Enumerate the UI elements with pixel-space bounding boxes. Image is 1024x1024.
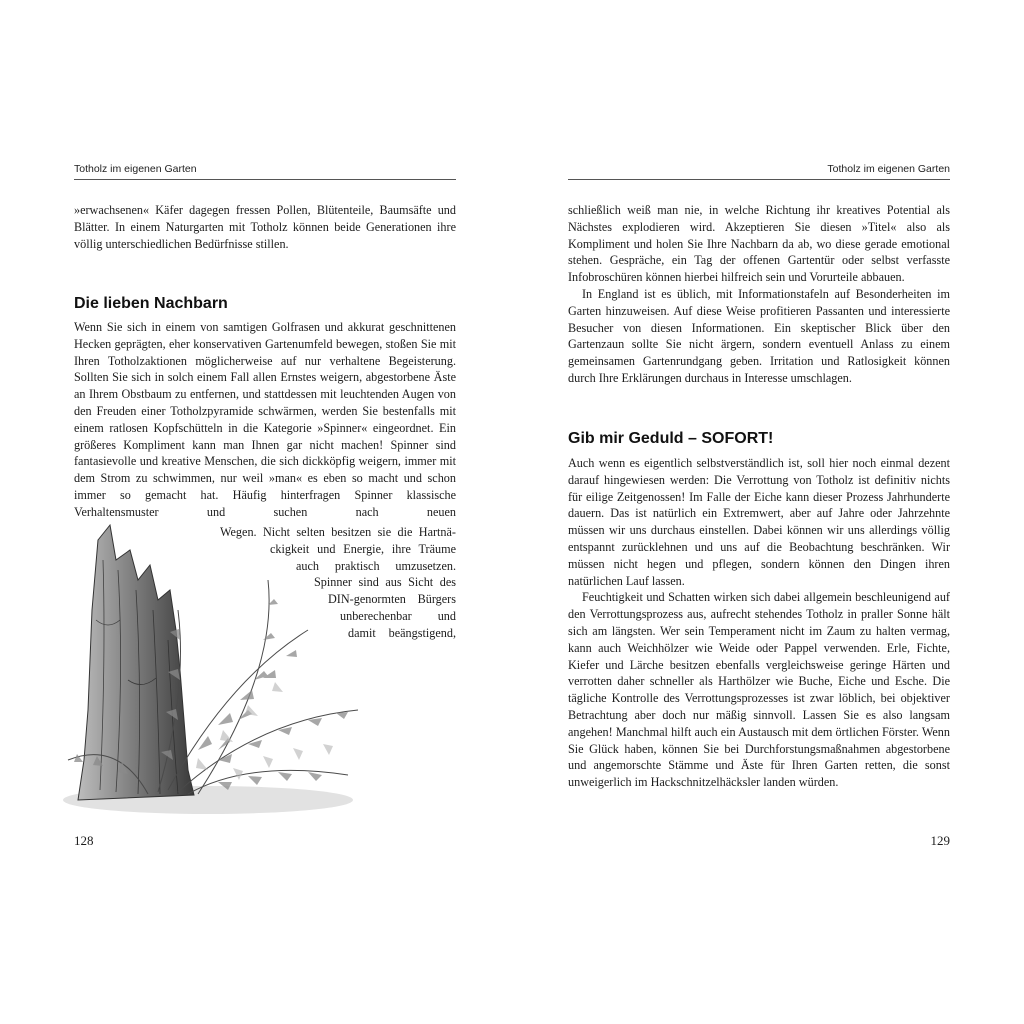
wrap-line: Spinner sind aus Sicht des <box>314 575 456 590</box>
body-text <box>74 319 456 521</box>
running-head: Totholz im eigenen Garten <box>74 163 456 180</box>
page-number: 129 <box>930 833 950 848</box>
page-number: 128 <box>74 833 94 848</box>
section-heading: Die lieben Nachbarn <box>74 295 228 312</box>
body-paragraph: Wenn Sie sich in einem von samtigen Golfrasen und akkurat geschnittenen Hecken geprägten, eher konservativen Gartenumfeld bewegen, stoßen Sie mit Ihren Totholzaktionen möglicherweise auf nur verhaltene Begeisterung. Sollten Sie sich in solch einem Fall allen Ernstes weigern, abgestorbene Äste an Ihrem Obstbaum zu entfernen, und stattdessen mit leuchtenden Augen von den Freuden einer Totholzpyramide schwärmen, werden Sie bestenfalls mit einem ratlosen Kopfschütteln in die Kategorie »Spinner« eingeordnet. Ein größeres Kompliment kann man Ihnen gar nicht machen! Spinner sind fantasievolle und kreative Menschen, die sich dickköpfig weigern, immer mit dem Strom zu schwimmen, nur weil »man« es eben so macht und schon immer so gemacht hat. Häufig hinterfragen Spinner klassische Verhaltensmuster und suchen nach neuen <box>74 320 456 519</box>
wrap-line: unberechenbar und <box>340 608 456 623</box>
paragraph: schließlich weiß man nie, in welche Richtung ihr kreatives Potential als Nächstes explodieren wird. Akzeptieren Sie diesen »Titel« also als Kompliment und holen Sie Ihre Nachbarn da ab, wo diese gerade emotional stehen. Gespräche, ein Tag der offenen Gartentür oder selbst verfasste Infobroschüren können hierbei hilfreich sein und Vorurteile abbauen. <box>568 203 950 285</box>
paragraph: In England ist es üblich, mit Informationstafeln auf Besonderheiten im Garten hinzuweisen. Auf diese Weise profitieren Passanten und interessierte Besucher von diesen Informationen. Ein skeptischer Blick über den Gartenzaun sollte Sie nicht ärgern, sondern eventuell Anlass zu einem gemeinsamen Gartenrundgang geben. Irritation und Ratlosigkeit können durch Ihre Erklärungen durchaus in Interesse umschlagen. <box>568 286 950 385</box>
intro-text <box>74 202 456 252</box>
right-text-bottom <box>568 455 950 791</box>
wrap-line: DIN-genormten Bürgers <box>328 592 456 607</box>
stump-shape <box>78 525 194 800</box>
right-page <box>568 0 950 1024</box>
intro-paragraph: »erwachsenen« Käfer dagegen fressen Pollen, Blütenteile, Baumsäfte und Blätter. In einem Naturgarten mit Totholz können beide Generationen ihre völlig unterschiedlichen Bedürfnisse stillen. <box>74 203 456 251</box>
right-text-top <box>568 202 950 387</box>
section-heading: Gib mir Geduld – SOFORT! <box>568 430 774 447</box>
tree-stump-fern-illustration <box>58 520 368 820</box>
wrap-line: damit beängstigend, <box>348 625 456 640</box>
paragraph: Feuchtigkeit und Schatten wirken sich dabei allgemein beschleunigend auf den Verrottungsprozess aus, aufrecht stehendes Totholz in praller Sonne hält sich am längsten. Wer sein Temperament nicht im Zaum zu halten vermag, kann auch Weichhölzer wie Weide oder Pappel verwenden. Erle, Fichte, Kiefer und Lärche besitzen ebenfalls vergleichsweise geringe Härten und verrotten daher schneller als Harthölzer wie Buche, Eiche und Esche. Die tägliche Kontrolle des Verrottungsprozesses ist zwar löblich, bei objektiver Betrachtung aber doch nur mäßig sinnvoll. Lassen Sie es also langsam angehen! Manchmal hilft auch ein Austausch mit dem örtlichen Förster. Wenn Sie Glück haben, können Sie bei Durchforstungsmaßnahmen abgestorbene und angemorschte Stämme und Äste für Ihren Garten retten, die sonst unweigerlich im Hackschnitzelhäcksler landen würden. <box>568 590 950 790</box>
wrap-line: Wegen. Nicht selten besitzen sie die Hartnä- <box>220 525 456 539</box>
wrap-line: ckigkeit und Energie, ihre Träume <box>270 541 456 556</box>
wrap-line: auch praktisch umzusetzen. <box>296 558 456 573</box>
paragraph: Auch wenn es eigentlich selbstverständlich ist, soll hier noch einmal dezent darauf hingewiesen werden: Die Verrottung von Totholz ist definitiv nichts für eilige Zeitgenossen! Im Falle der Eiche kann dieser Prozess Jahrhunderte dauern. Das ist natürlich ein Extremwert, aber auf Jahre oder Jahrzehnte müssen wir uns durchaus einstellen. Dabei können wir uns allerdings völlig entspannt zurücklehnen und uns auf die Beobachtung beschränken. Wir müssen nicht hegen und pflegen, sondern können den Dingen ihren natürlichen Lauf lassen. <box>568 456 950 588</box>
running-head: Totholz im eigenen Garten <box>568 163 950 180</box>
left-page <box>74 0 456 1024</box>
